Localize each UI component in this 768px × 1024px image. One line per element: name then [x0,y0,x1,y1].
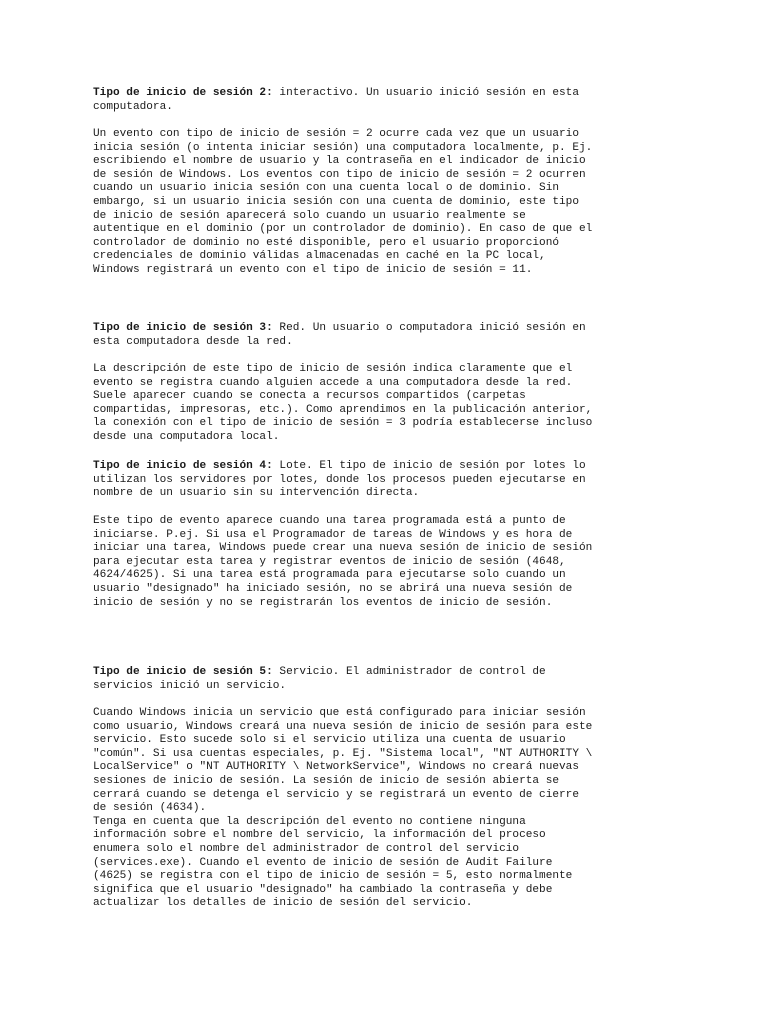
section-2-heading: Tipo de inicio de sesión 2: [93,87,273,99]
section-4-body: Este tipo de evento aparece cuando una tarea programada está a punto de iniciarse. P.ej. Si usa el Programador de tareas de Windows y es hora de iniciar una tarea, Windows puede crear una nueva sesión de inicio de sesión para ejecutar esta tarea y registrar eventos de inicio de sesión (4648, 4624/4625). Si una tarea está programada para ejecutarse solo cuando un usuario "designado" ha iniciado sesión, no se abrirá una nueva sesión de inicio de sesión y no se registrarán los eventos de inicio de sesión. [93,515,593,609]
section-2-intro-first-line: interactivo. Un usuario inició sesión en esta [272,87,579,99]
section-2-intro [93,87,683,114]
section-5-intro-rest: servicios inició un servicio. [93,679,287,692]
section-4-heading: Tipo de inicio de sesión 4: [93,460,273,472]
section-4-intro [93,460,683,501]
section-2-intro-rest: computadora. [93,100,173,113]
section-3-heading: Tipo de inicio de sesión 3: [93,322,273,334]
section-5-heading: Tipo de inicio de sesión 5: [93,666,273,678]
section-4-intro-first-line: Lote. El tipo de inicio de sesión por lotes lo [272,460,586,472]
section-2-body: Un evento con tipo de inicio de sesión = 2 ocurre cada vez que un usuario inicia sesión (o intenta iniciar sesión) una computadora localmente, p. Ej. escribiendo el nombre de usuario y la contraseña en el indicador de inicio de sesión de Windows. Los eventos con tipo de inicio de sesión = 2 ocurren cuando un usuario inicia sesión con una cuenta local o de dominio. Sin embargo, si un usuario inicia sesión con una cuenta de dominio, este tipo de inicio de sesión aparecerá solo cuando un usuario realmente se autentique en el dominio (por un controlador de dominio). En caso de que el controlador de dominio no esté disponible, pero el usuario proporcionó credenciales de dominio válidas almacenadas en caché en la PC local, Windows registrará un evento con el tipo de inicio de sesión = 11. [93,128,593,276]
section-3-intro [93,322,683,349]
section-3-intro-rest: esta computadora desde la red. [93,335,293,348]
section-5-intro [93,666,683,693]
section-3-intro-first-line: Red. Un usuario o computadora inició sesión en [272,322,586,334]
section-3-body: La descripción de este tipo de inicio de sesión indica claramente que el evento se registra cuando alguien accede a una computadora desde la red. Suele aparecer cuando se conecta a recursos compartidos (carpetas compartidas, impresoras, etc.). Como aprendimos en la publicación anterior, la conexión con el tipo de inicio de sesión = 3 podría establecerse incluso desde una computadora local. [93,363,593,443]
section-5-intro-first-line: Servicio. El administrador de control de [272,666,546,678]
section-4-intro-rest: utilizan los servidores por lotes, donde los procesos pueden ejecutarse en nombre de un usuario sin su intervención directa. [93,473,586,500]
section-5-body: Cuando Windows inicia un servicio que está configurado para iniciar sesión como usuario, Windows creará una nueva sesión de inicio de sesión para este servicio. Esto sucede solo si el servicio utiliza una cuenta de usuario "común". Si usa cuentas especiales, p. Ej. "Sistema local", "NT AUTHORITY \ LocalService" o "NT AUTHORITY \ NetworkService", Windows no creará nuevas sesiones de inicio de sesión. La sesión de inicio de sesión abierta se cerrará cuando se detenga el servicio y se registrará un evento de cierre de sesión (4634). Tenga en cuenta que la descripción del evento no contiene ninguna información sobre el nombre del servicio, la información del proceso enumera solo el nombre del administrador de control del servicio (services.exe). Cuando el evento de inicio de sesión de Audit Failure (4625) se registra con el tipo de inicio de sesión = 5, esto normalmente significa que el usuario "designado" ha cambiado la contraseña y debe actualizar los detalles de inicio de sesión del servicio. [93,707,593,910]
